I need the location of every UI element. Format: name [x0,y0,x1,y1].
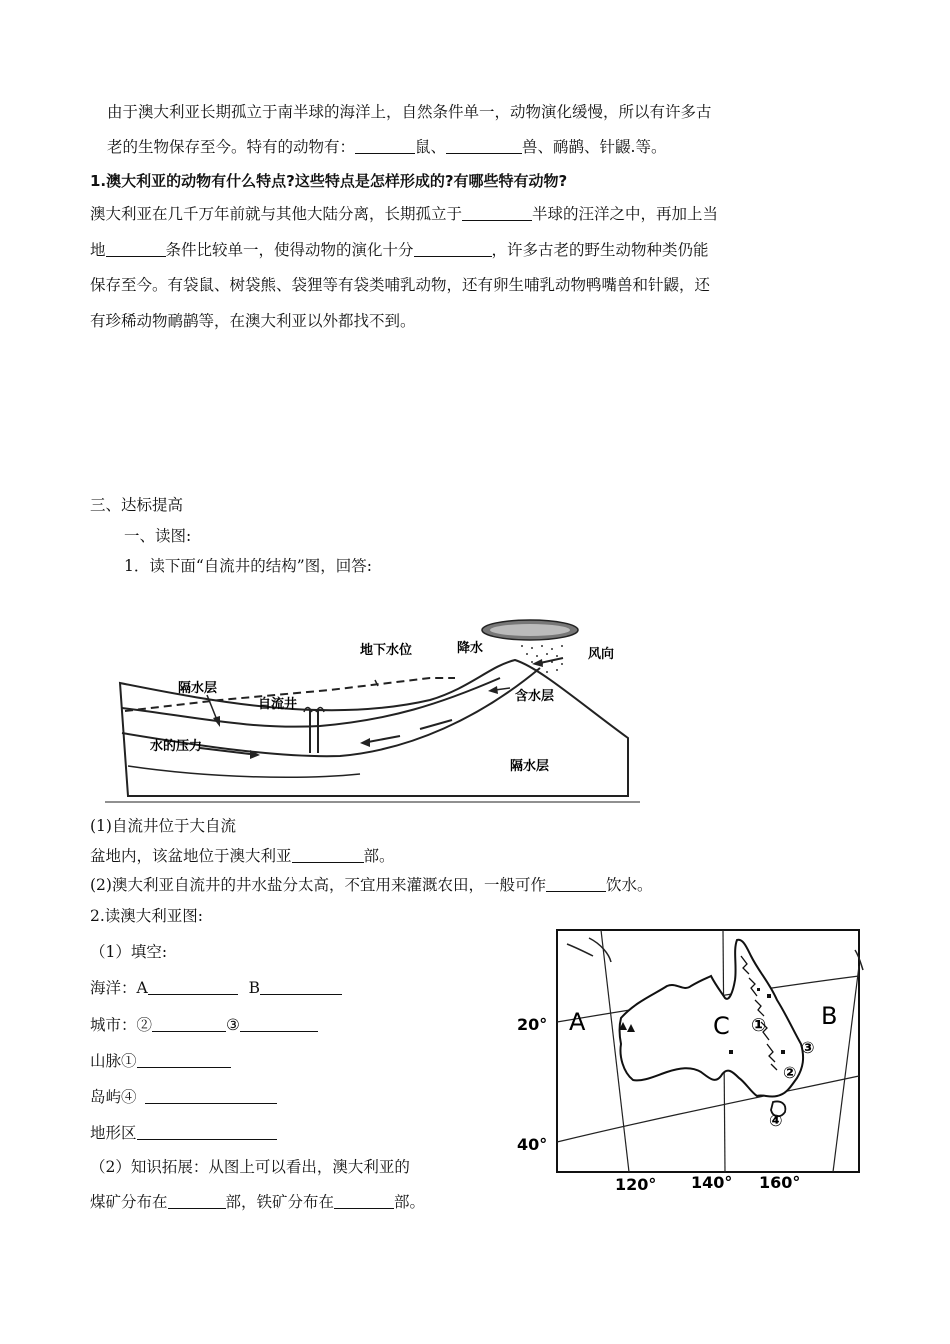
marker-2: ② [783,1063,797,1082]
q1-text: 条件比较单一，使得动物的演化十分 [165,241,414,259]
section-subheading: 一、读图: [124,527,192,545]
q1-text: ，许多古老的野生动物种类仍能 [491,241,709,259]
ocean-b-label: B [248,979,261,997]
answer-blank[interactable] [334,1192,394,1209]
lon-160-label: 160° [759,1173,801,1192]
answer-blank[interactable] [292,846,364,863]
q1-text: 半球的汪洋之中，再加上当 [532,205,719,223]
section-heading: 三、达标提高 [90,496,184,514]
ocean-a-label: A [569,1008,586,1036]
extend-text: 部。 [394,1193,426,1211]
intro-text-b: 鼠、 [415,138,447,156]
lat-40-label: 40° [517,1135,548,1154]
answer-blank[interactable] [462,204,532,221]
fill-in-heading: （1）填空: [90,943,168,961]
answer-blank[interactable] [137,1051,231,1068]
q1-text: 澳大利亚在几千万年前就与其他大陆分离，长期孤立于 [90,205,463,223]
answer-blank[interactable] [260,978,342,995]
answer-blank[interactable] [240,1015,318,1032]
landform-label: 地形区 [90,1124,137,1142]
cloud-icon [482,620,578,640]
answer-blank[interactable] [145,1087,277,1104]
ocean-label: 海洋：A [90,979,148,997]
lat-20-label: 20° [517,1015,548,1034]
extension-line-2 [90,1191,425,1213]
island-row [90,1086,277,1108]
answer-blank[interactable] [137,1123,277,1140]
intro-text-a: 老的生物保存至今。特有的动物有： [107,138,356,156]
mountain-row [90,1050,231,1072]
answer-blank[interactable] [106,240,166,257]
extend-text: 煤矿分布在 [90,1193,168,1211]
well-text: (2)澳大利亚自流井的井水盐分太高，不宜用来灌溉农田，一般可作 [90,876,546,894]
well-question-1b [90,845,395,867]
extend-text: 部，铁矿分布在 [225,1193,335,1211]
groundwater-level-label: 地下水位 [360,643,413,658]
ocean-row [90,977,342,999]
precipitation-label: 降水 [457,641,484,656]
island-label: 岛屿④ [90,1088,137,1106]
marker-3: ③ [801,1038,815,1057]
aquifer-label: 含水层 [515,689,555,704]
city-row [90,1014,318,1036]
city-3-label: ③ [226,1016,240,1034]
water-pressure-label: 水的压力 [150,739,203,754]
landform-row [90,1122,277,1144]
well-question-2 [90,874,652,896]
answer-blank[interactable] [546,875,606,892]
well-text: 饮水。 [605,876,653,894]
intro-line-2 [107,136,666,158]
well-text: 盆地内，该盆地位于澳大利亚 [90,847,292,865]
intro-line-1: 由于澳大利亚长期孤立于南半球的海洋上，自然条件单一，动物演化缓慢，所以有许多古 [107,103,712,121]
aquiclude-bottom-label: 隔水层 [510,759,550,774]
australia-map [515,926,867,1196]
answer-blank[interactable] [152,1015,226,1032]
mountain-label: 山脉① [90,1052,137,1070]
artesian-well-label: 自流井 [258,697,298,712]
question-intro: 1．读下面“自流井的结构”图，回答: [124,557,372,575]
q1-paragraph-line-1 [90,203,718,225]
label-c: C [713,1012,730,1040]
q1-paragraph-line-4: 有珍稀动物鸸鹋等，在澳大利亚以外都找不到。 [90,312,416,330]
ocean-b-label: B [821,1002,838,1030]
wind-label: 风向 [588,647,615,662]
well-text: 部。 [363,847,395,865]
q1-text: 地 [90,241,106,259]
well-question-1a: (1)自流井位于大自流 [90,817,236,835]
marker-1: ① [751,1015,767,1036]
answer-blank[interactable] [355,137,415,154]
intro-text-c: 兽、鸸鹋、针鼹.等。 [522,138,667,156]
question-1-title: 1.澳大利亚的动物有什么特点?这些特点是怎样形成的?有哪些特有动物? [90,172,568,190]
aquiclude-top-label: 隔水层 [178,681,218,696]
city-label: 城市：② [90,1016,153,1034]
question-2-title: 2.读澳大利亚图: [90,907,204,925]
answer-blank[interactable] [446,137,522,154]
artesian-well-diagram [100,608,645,808]
answer-blank[interactable] [148,978,238,995]
marker-4: ④ [769,1111,783,1130]
q1-paragraph-line-3: 保存至今。有袋鼠、树袋熊、袋狸等有袋类哺乳动物，还有卵生哺乳动物鸭嘴兽和针鼹，还 [90,276,711,294]
answer-blank[interactable] [414,240,492,257]
q1-paragraph-line-2 [90,239,709,261]
answer-blank[interactable] [168,1192,226,1209]
lon-120-label: 120° [615,1175,657,1194]
lon-140-label: 140° [691,1173,733,1192]
extension-line-1: （2）知识拓展：从图上可以看出，澳大利亚的 [90,1158,410,1176]
